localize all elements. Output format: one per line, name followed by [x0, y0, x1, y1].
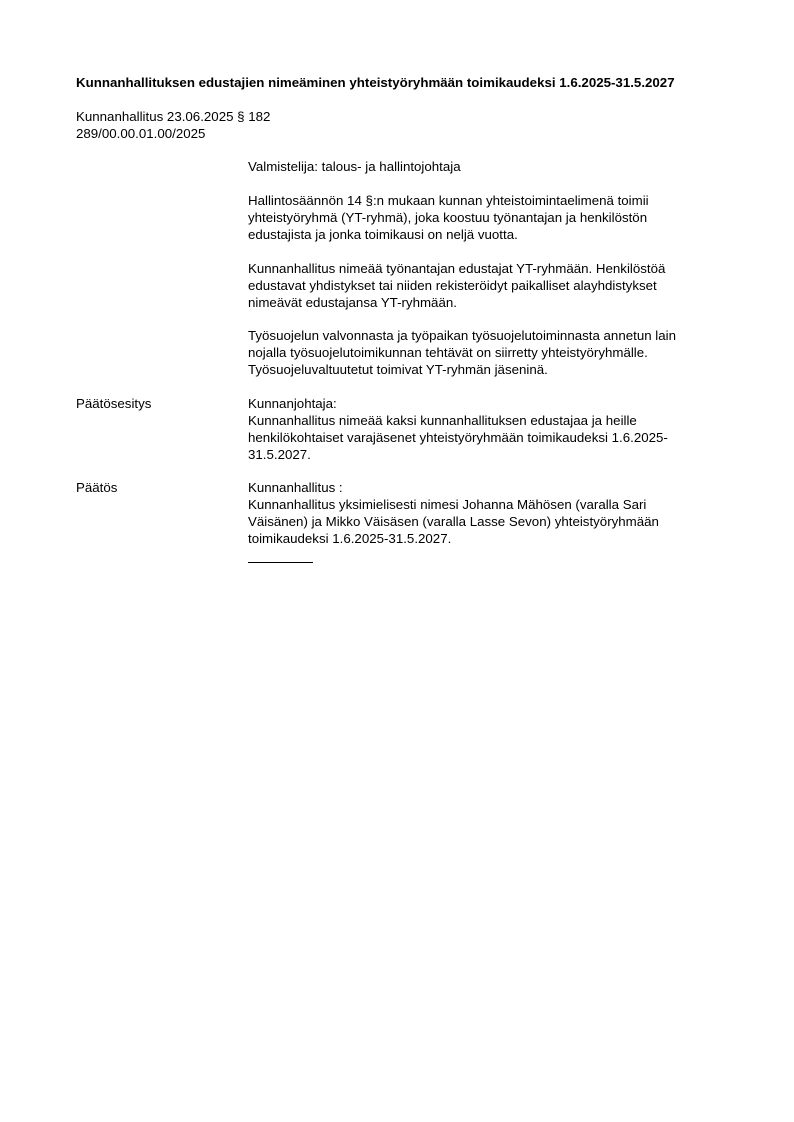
paragraph-line: edustajista ja jonka toimikausi on neljä vuotta.: [248, 227, 518, 242]
proposal-line: henkilökohtaiset varajäsenet yhteistyöryhmään toimikaudeksi 1.6.2025-: [248, 430, 668, 445]
paragraph-line: Työsuojelun valvonnasta ja työpaikan työsuojelutoiminnasta annetun lain: [248, 328, 676, 343]
meta-block: [76, 108, 476, 142]
paragraph-line: nojalla työsuojelutoimikunnan tehtävät on siirretty yhteistyöryhmälle.: [248, 345, 648, 360]
decision-line: Kunnanhallitus :: [248, 480, 343, 495]
paragraph-line: Työsuojeluvaltuutetut toimivat YT-ryhmän jäseninä.: [248, 362, 548, 377]
proposal-body: [248, 395, 728, 463]
document-title: Kunnanhallituksen edustajien nimeäminen yhteistyöryhmään toimikaudeksi 1.6.2025-31.5.2027: [76, 75, 675, 90]
paragraph-line: yhteistyöryhmä (YT-ryhmä), joka koostuu työnantajan ja henkilöstön: [248, 210, 648, 225]
proposal-line: Kunnanhallitus nimeää kaksi kunnanhallituksen edustajaa ja heille: [248, 413, 637, 428]
signature-divider: [248, 562, 313, 563]
decision-line: Väisänen) ja Mikko Väisäsen (varalla Lasse Sevon) yhteistyöryhmään: [248, 514, 659, 529]
decision-label: Päätös: [76, 480, 118, 495]
decision-body: [248, 479, 728, 547]
paragraph-line: Hallintosäännön 14 §:n mukaan kunnan yhteistoimintaelimenä toimii: [248, 193, 649, 208]
paragraph-line: Kunnanhallitus nimeää työnantajan edustajat YT-ryhmään. Henkilöstöä: [248, 261, 666, 276]
decision-line: toimikaudeksi 1.6.2025-31.5.2027.: [248, 531, 452, 546]
proposal-label: Päätösesitys: [76, 396, 152, 411]
meeting-reference: Kunnanhallitus 23.06.2025 § 182: [76, 109, 271, 124]
paragraph-1: [248, 192, 728, 243]
paragraph-line: nimeävät edustajansa YT-ryhmään.: [248, 295, 457, 310]
paragraph-2: [248, 260, 728, 311]
proposal-line: Kunnanjohtaja:: [248, 396, 337, 411]
preparer-text: Valmistelija: talous- ja hallintojohtaja: [248, 159, 461, 174]
proposal-line: 31.5.2027.: [248, 447, 311, 462]
paragraph-line: edustavat yhdistykset tai niiden rekisteröidyt paikalliset alayhdistykset: [248, 278, 657, 293]
preparer-line: [248, 158, 728, 175]
record-number: 289/00.00.01.00/2025: [76, 126, 206, 141]
paragraph-3: [248, 327, 728, 378]
decision-line: Kunnanhallitus yksimielisesti nimesi Johanna Mähösen (varalla Sari: [248, 497, 647, 512]
